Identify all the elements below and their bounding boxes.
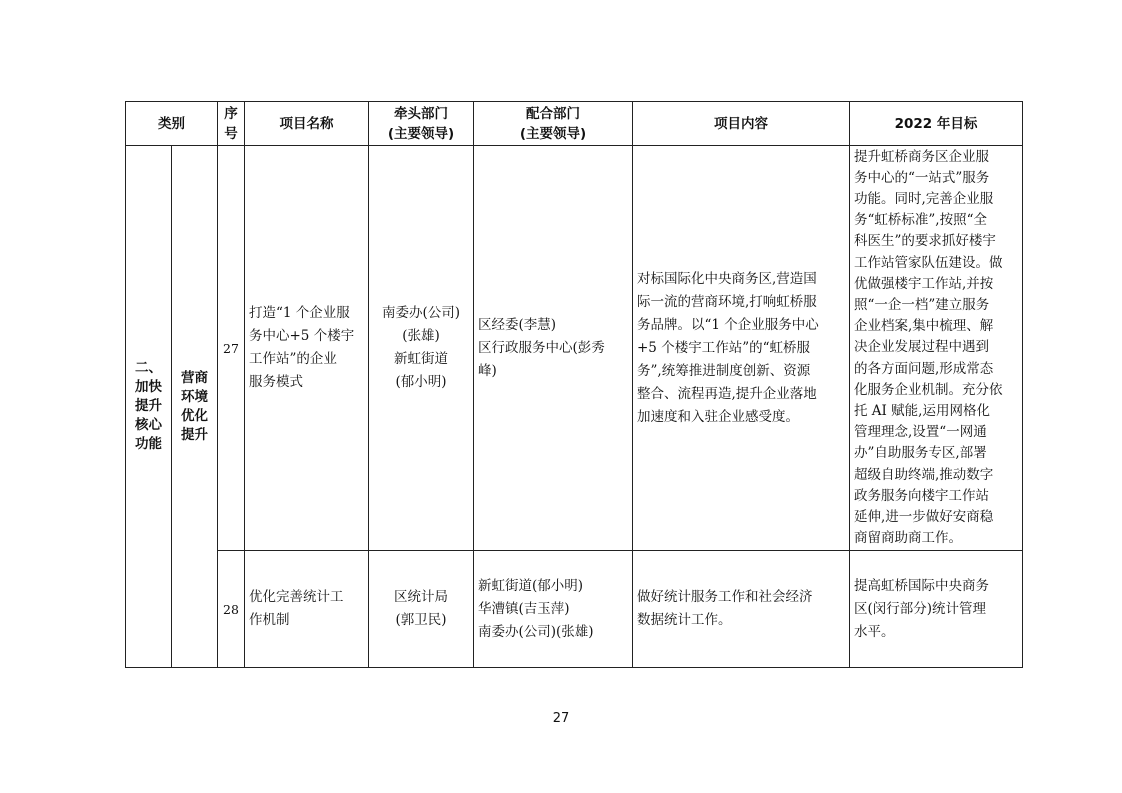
project-name: 打造“1 个企业服 务中心+5 个楼宇 工作站”的企业 服务模式 [245, 146, 369, 551]
table-row [126, 146, 1023, 551]
project-table [125, 101, 1023, 668]
project-content: 做好统计服务工作和社会经济 数据统计工作。 [633, 551, 850, 668]
header-coop-dept: 配合部门 (主要领导) [474, 102, 633, 146]
header-row [126, 102, 1023, 146]
project-name: 优化完善统计工 作机制 [245, 551, 369, 668]
header-seq: 序 号 [218, 102, 245, 146]
coop-dept: 新虹街道(郁小明) 华漕镇(吉玉萍) 南委办(公司)(张雄) [474, 551, 633, 668]
header-project-name: 项目名称 [245, 102, 369, 146]
header-lead-dept: 牵头部门 (主要领导) [369, 102, 474, 146]
coop-dept: 区经委(李慧) 区行政服务中心(彭秀 峰) [474, 146, 633, 551]
page-number: 27 [552, 711, 570, 726]
lead-dept: 区统计局 (郭卫民) [369, 551, 474, 668]
category-sub: 营商 环境 优化 提升 [172, 146, 218, 668]
row-number: 28 [218, 551, 245, 668]
target-2022: 提升虹桥商务区企业服 务中心的“一站式”服务 功能。同时,完善企业服 务“虹桥标准”,按照“全 科医生”的要求抓好楼宇 工作站管家队伍建设。做 优做强楼宇工作站,并按 照“一企一档”建立服务 企业档案,集中梳理、解 决企业发展过程中遇到 的各方面问题,形成常态 化服务企业机制。充分依 托 AI 赋能,运用网格化 管理理念,设置“一网通 办”自助服务专区,部署 超级自助终端,推动数字 政务服务向楼宇工作站 延伸,进一步做好安商稳 商留商助商工作。 [850, 146, 1023, 551]
category-main: 二、 加快 提升 核心 功能 [126, 146, 172, 668]
header-category: 类别 [126, 102, 218, 146]
header-content: 项目内容 [633, 102, 850, 146]
row-number: 27 [218, 146, 245, 551]
lead-dept: 南委办(公司) (张雄) 新虹街道 (郁小明) [369, 146, 474, 551]
header-target: 2022 年目标 [850, 102, 1023, 146]
project-content: 对标国际化中央商务区,营造国 际一流的营商环境,打响虹桥服 务品牌。以“1 个企业服务中心 +5 个楼宇工作站”的“虹桥服 务”,统筹推进制度创新、资源 整合、流程再造,提升企业落地 加速度和入驻企业感受度。 [633, 146, 850, 551]
table-row [126, 551, 1023, 668]
target-2022: 提高虹桥国际中央商务 区(闵行部分)统计管理 水平。 [850, 551, 1023, 668]
